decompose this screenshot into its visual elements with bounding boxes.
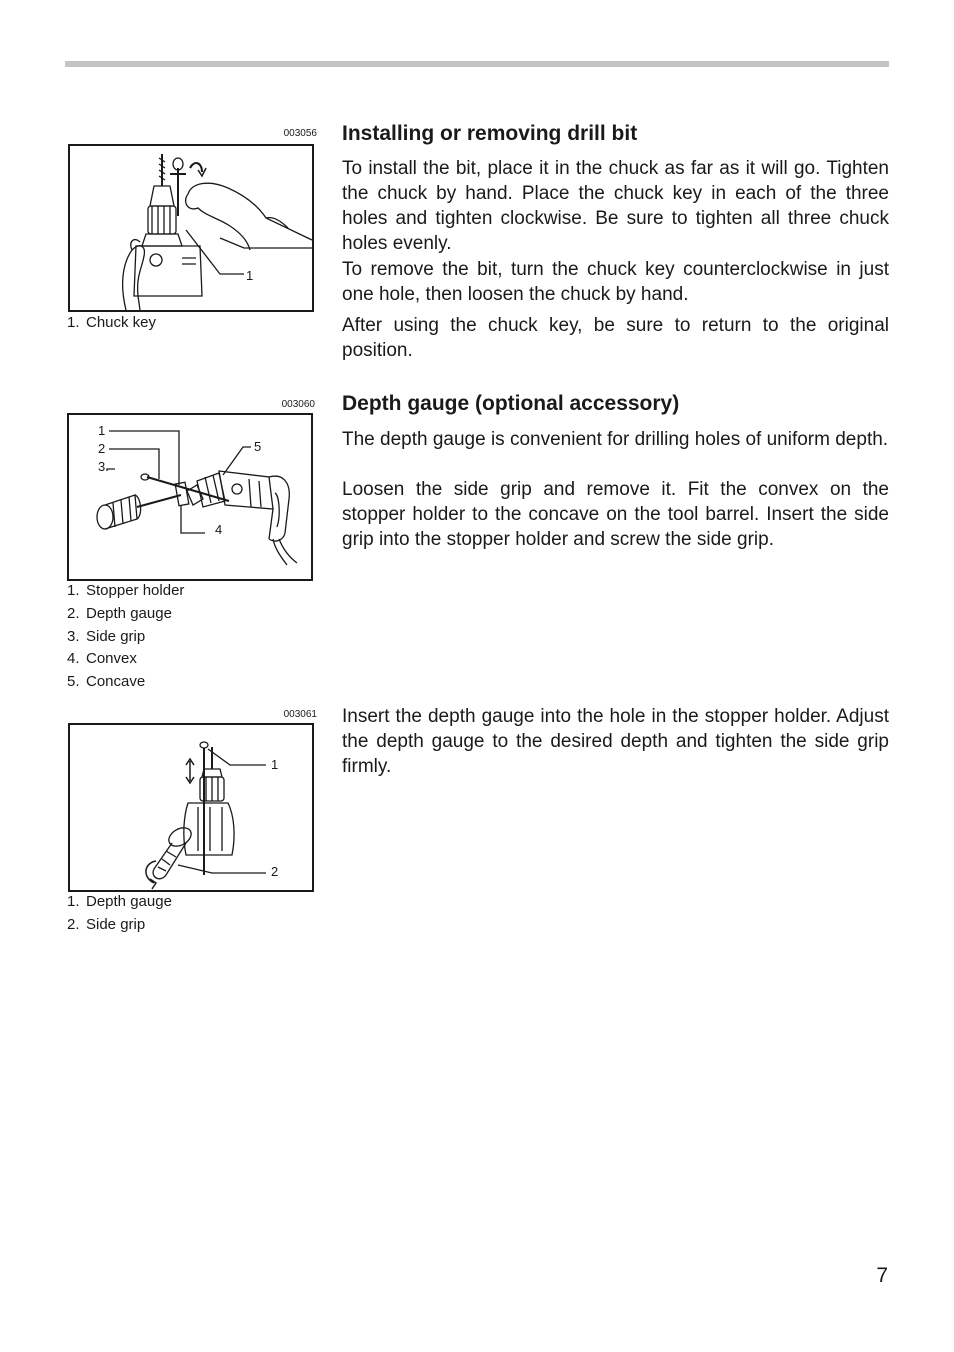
drill-chuck-key-illustration bbox=[70, 146, 312, 310]
paragraph: To install the bit, place it in the chuck as far as it will go. Tighten the chuck by hand. Place the chuck key in each of the three holes and tighten clockwise. Be sure to tighten all three chuck holes evenly. bbox=[342, 158, 889, 254]
figure-1-code: 003056 bbox=[283, 128, 317, 139]
figure-1-legend bbox=[67, 312, 156, 335]
figure-2-legend bbox=[67, 580, 184, 694]
header-rule bbox=[65, 61, 889, 67]
depth-gauge-assembly-illustration bbox=[69, 415, 311, 579]
figure-2-callout-3: 3 bbox=[98, 459, 106, 474]
figure-3-depth-gauge-adjust bbox=[68, 723, 314, 892]
paragraph: After using the chuck key, be sure to return to the original position. bbox=[342, 315, 889, 361]
legend-item: 2. Depth gauge bbox=[67, 604, 172, 622]
section-heading-drill-bit: Installing or removing drill bit bbox=[342, 122, 638, 145]
figure-1-chuck-key bbox=[68, 144, 314, 312]
figure-3-callout-2: 2 bbox=[271, 864, 279, 879]
figure-1-callout-1: 1 bbox=[246, 268, 254, 283]
section-heading-depth-gauge: Depth gauge (optional accessory) bbox=[342, 392, 680, 415]
legend-item: 4. Convex bbox=[67, 650, 137, 668]
figure-2-depth-gauge-assembly bbox=[67, 413, 313, 581]
legend-item: 1. Chuck key bbox=[67, 314, 157, 331]
paragraph: To remove the bit, turn the chuck key counterclockwise in just one hole, then loosen the chuck by hand. bbox=[342, 259, 889, 305]
legend-item: 1. Depth gauge bbox=[67, 893, 172, 910]
paragraph: Loosen the side grip and remove it. Fit the convex on the stopper holder to the concave on the tool barrel. Insert the side grip into the stopper holder and screw the side grip. bbox=[342, 479, 889, 550]
figure-2-code: 003060 bbox=[281, 399, 315, 410]
figure-3-code: 003061 bbox=[283, 709, 317, 720]
paragraph: Insert the depth gauge into the hole in the stopper holder. Adjust the depth gauge to the desired depth and tighten the side grip firmly. bbox=[342, 706, 889, 777]
figure-3-legend bbox=[67, 891, 172, 937]
figure-2-callout-1: 1 bbox=[98, 423, 106, 438]
figure-2-callout-5: 5 bbox=[254, 439, 262, 454]
legend-item: 1. Stopper holder bbox=[67, 582, 185, 599]
figure-2-callout-2: 2 bbox=[98, 441, 106, 456]
legend-item: 5. Concave bbox=[67, 673, 146, 691]
figure-2-callout-4: 4 bbox=[215, 522, 223, 537]
legend-item: 2. Side grip bbox=[67, 915, 146, 933]
page-number: 7 bbox=[876, 1264, 888, 1287]
legend-item: 3. Side grip bbox=[67, 627, 146, 645]
figure-3-callout-1: 1 bbox=[271, 757, 279, 772]
paragraph: The depth gauge is convenient for drilling holes of uniform depth. bbox=[342, 429, 889, 450]
